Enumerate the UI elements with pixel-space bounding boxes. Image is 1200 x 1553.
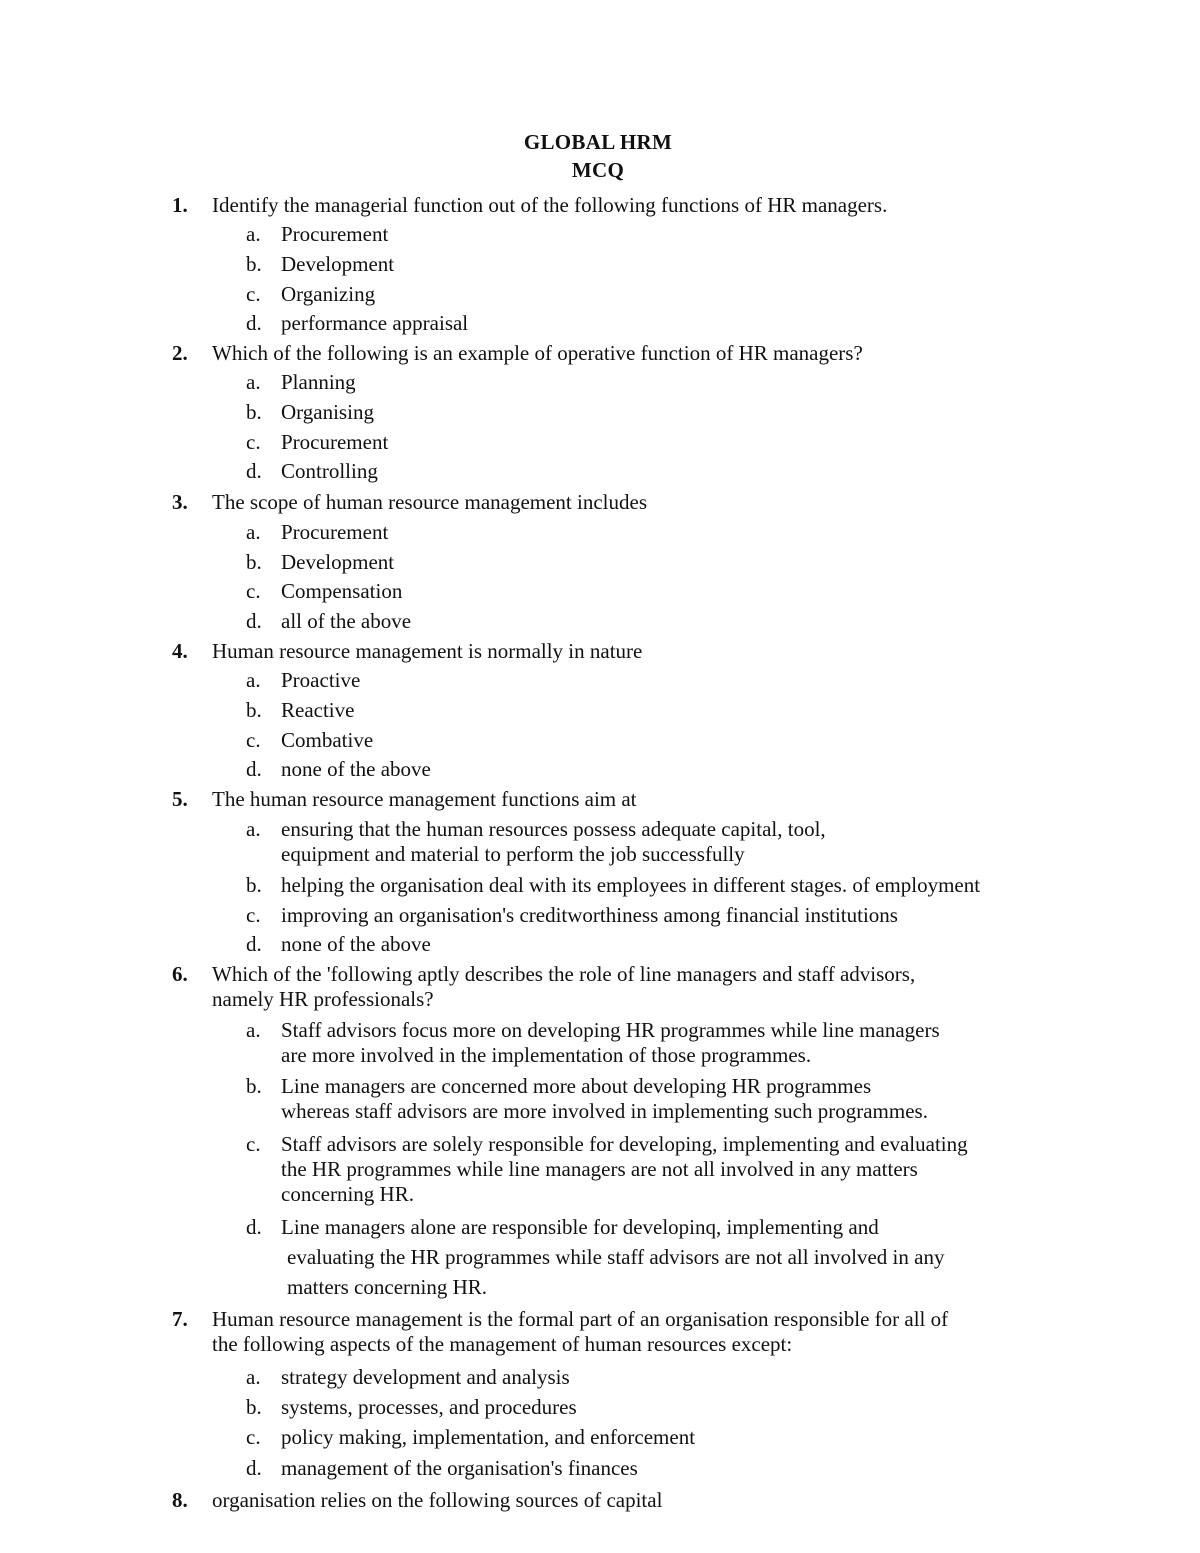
option-label: b. — [246, 873, 262, 897]
question-number: 7. — [172, 1307, 188, 1331]
option-text: none of the above — [281, 757, 431, 781]
option-label: d. — [246, 609, 262, 633]
question-text: the following aspects of the management of human resources except: — [212, 1332, 793, 1356]
option-text: the HR programmes while line managers are not all involved in any matters — [281, 1157, 918, 1181]
option-text: policy making, implementation, and enforcement — [281, 1425, 696, 1449]
option-label: a. — [246, 1365, 261, 1389]
option-text: evaluating the HR programmes while staff advisors are not all involved in any — [287, 1245, 945, 1269]
option-label: b. — [246, 698, 262, 722]
option-text: Line managers are concerned more about developing HR programmes — [281, 1074, 872, 1098]
option-label: d. — [246, 932, 262, 956]
option-text: Controlling — [281, 459, 378, 483]
question-text: namely HR professionals? — [212, 987, 434, 1011]
option-text: improving an organisation's creditworthiness among financial institutions — [281, 903, 898, 927]
question-number: 4. — [172, 639, 188, 663]
option-text: whereas staff advisors are more involved in implementing such programmes. — [281, 1099, 928, 1123]
option-label: d. — [246, 459, 262, 483]
question-text: Human resource management is the formal part of an organisation responsible for all of — [212, 1307, 949, 1331]
option-label: c. — [246, 282, 261, 306]
option-label: a. — [246, 520, 261, 544]
option-text: Line managers alone are responsible for developinq, implementing and — [281, 1215, 879, 1239]
option-text: Proactive — [281, 668, 361, 692]
option-text: Reactive — [281, 698, 355, 722]
option-text: Planning — [281, 370, 356, 394]
option-text: are more involved in the implementation of those programmes. — [281, 1043, 812, 1067]
option-label: a. — [246, 1018, 261, 1042]
option-label: b. — [246, 400, 262, 424]
option-label: c. — [246, 1132, 261, 1156]
option-label: c. — [246, 903, 261, 927]
option-text: Staff advisors focus more on developing HR programmes while line managers — [281, 1018, 940, 1042]
option-label: b. — [246, 252, 262, 276]
option-label: d. — [246, 311, 262, 335]
question-text: Identify the managerial function out of the following functions of HR managers. — [212, 193, 888, 217]
question-number: 6. — [172, 962, 188, 986]
option-text: Combative — [281, 728, 374, 752]
option-text: equipment and material to perform the job successfully — [281, 842, 745, 866]
option-label: b. — [246, 1395, 262, 1419]
option-text: Development — [281, 252, 395, 276]
option-label: a. — [246, 668, 261, 692]
option-label: c. — [246, 579, 261, 603]
question-number: 8. — [172, 1488, 188, 1512]
question-text: Which of the 'following aptly describes the role of line managers and staff advisors, — [212, 962, 916, 986]
option-label: d. — [246, 1456, 262, 1480]
document-title: GLOBAL HRM — [523, 130, 673, 154]
option-text: matters concerning HR. — [287, 1275, 488, 1299]
option-text: ensuring that the human resources possess adequate capital, tool, — [281, 817, 826, 841]
option-text: all of the above — [281, 609, 412, 633]
question-text: The scope of human resource management includes — [212, 490, 648, 514]
option-text: Development — [281, 550, 395, 574]
option-text: none of the above — [281, 932, 431, 956]
question-number: 2. — [172, 341, 188, 365]
document-subtitle: MCQ — [571, 158, 625, 182]
option-text: performance appraisal — [281, 311, 469, 335]
option-text: Procurement — [281, 430, 389, 454]
option-label: a. — [246, 370, 261, 394]
option-text: Procurement — [281, 222, 389, 246]
option-text: Organizing — [281, 282, 376, 306]
option-text: Procurement — [281, 520, 389, 544]
option-label: a. — [246, 222, 261, 246]
option-text: strategy development and analysis — [281, 1365, 570, 1389]
option-label: b. — [246, 1074, 262, 1098]
question-text: Which of the following is an example of operative function of HR managers? — [212, 341, 863, 365]
option-text: helping the organisation deal with its employees in different stages. of employment — [281, 873, 981, 897]
option-text: Organising — [281, 400, 374, 424]
option-text: Staff advisors are solely responsible for developing, implementing and evaluating — [281, 1132, 968, 1156]
option-label: c. — [246, 430, 261, 454]
option-text: Compensation — [281, 579, 403, 603]
question-text: organisation relies on the following sources of capital — [212, 1488, 663, 1512]
option-label: c. — [246, 728, 261, 752]
question-number: 5. — [172, 787, 188, 811]
option-label: a. — [246, 817, 261, 841]
option-label: d. — [246, 757, 262, 781]
option-label: d. — [246, 1215, 262, 1239]
question-text: The human resource management functions aim at — [212, 787, 637, 811]
option-text: systems, processes, and procedures — [281, 1395, 577, 1419]
option-text: concerning HR. — [281, 1182, 414, 1206]
option-label: c. — [246, 1425, 261, 1449]
question-number: 1. — [172, 193, 188, 217]
option-text: management of the organisation's finances — [281, 1456, 638, 1480]
option-label: b. — [246, 550, 262, 574]
question-number: 3. — [172, 490, 188, 514]
question-text: Human resource management is normally in nature — [212, 639, 643, 663]
